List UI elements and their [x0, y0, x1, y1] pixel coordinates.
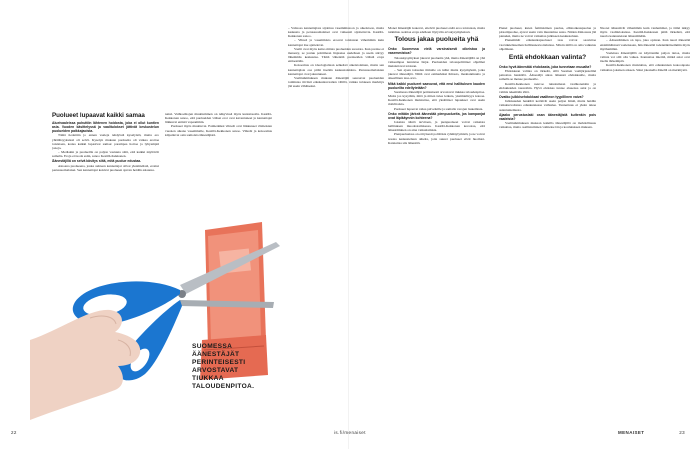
paragraph: Nuoret äänestävät vähemmän kuin vanhemmat, ja tämä näkyy myös vaalituloksissa. Kestilä-Kekkonen pitää tärkeänä, että nuoria kannustetaan äänestämään. — [600, 26, 690, 39]
subheading: Tolous jakaa puolueita yhä — [394, 36, 479, 44]
paragraph: Talouskysymykset jakavat puolueita yhä, mutta äänestäjillä on yhä vaikeampaa tunnistaa linjat. Puolueiden talouspoliittiset ohjelmat muistuttavat toisiaan. — [388, 55, 485, 68]
paragraph: – Äänestäminen on tapa, joka opitaan. Kun nuori äänestää ensimmäisissä vaaleissaan, hän äänestää todennäköisemmin myös myöhemmin. — [600, 38, 690, 51]
paragraph: Kestilä-Kekkonen neuvoo tutustumaan vaalikoneisiin ja ehdokkaiden taustoihin. Hyvä ehdokas tuntee alueensa asiat ja on valmis tekemään töitä. — [499, 81, 596, 94]
page-number-right: 23 — [679, 430, 685, 435]
article-heading-main: Puolueet lupaavat kaikki samaa — [52, 112, 145, 119]
pull-quote-line: SUOMESSA — [192, 343, 233, 350]
paragraph: Vaalitutkimuksen mukaan kaikilla äänestäjillä on mahdollisuus vaikuttaa, mutta osallistuminen vaihtelee iän ja koulutuksen mukaan. — [499, 120, 596, 130]
interview-question: Ajaako perustuslaki osan äänestäjistä kuitenkin pois vaaleista? — [499, 112, 596, 121]
paragraph: – Valtaosa kannattajista sijoittuu vasemmistoon ja oikeistoon, mutta keskusta ja perussuomalaiset ovat vaikeasti sijoitettavia. Kestilä-Kekkonen sanoo. — [288, 26, 384, 39]
interview-question: Onko mitään järkeä äänestää pienpuolueita, jos kampanjat ovat läpikäynnin kohteena? — [388, 111, 485, 120]
pull-quote — [192, 343, 287, 391]
paragraph: Tämä tiedettiin jo ennen vaaleja tehdyistä kyselyistä, mutta ero yhtäläisyyksissä oli selvä. Kyselyn mukaan puolueita oli vaikea erottaa toisistaan, koska kaikki lupasivat samaa: parempaa hoitoa ja lyhyempiä jonoja. — [52, 133, 159, 150]
interview-question: Äänestäjillä on selvä käsitys siitä, mitä puolue edustaa. — [52, 159, 142, 164]
paragraph: naisä. Vaihtoehtojen muuttuminen on näkyvissä myös kuntatasolla. Kestilä-Kekkonen sanoo, että puolueiden väliset erot ovat kaventuneet ja kannattajat liikkuvat entistä vapaammin. — [165, 112, 272, 125]
article-column-3 — [288, 26, 384, 422]
paragraph: Suomessa äänestäjät perinteisesti arvostavat tiukkaa taloudenpitoa. Mutta jos kysytään, mitä ja miten tulee leikata, yksimielisyys katoaa. Kestilä-Kekkonen muistuttaa, että yksittäiset lupaukset ovat usein ristiriitaisia. — [388, 89, 485, 107]
paragraph: Ainoana puolueena, jonka suhteen kannattajat olivat yksimielisiä, erottui perussuomalaiset. Sen kannattajat kokivat puolueen ajavan heidän asiaansa. — [52, 163, 159, 172]
interview-question: Ovatko julkkisehdokkaat vaaliteon tyypillinen vaiva? — [499, 95, 584, 100]
paragraph: Pienpuolueissa on erityisesti poliittista ryhmäytymistä, ja ne voivat nostaa keskusteluun aiheita, joita suuret puolueet eivät huomioi. Kannattaa siis äänestää. — [388, 132, 485, 145]
article-lead: Alueivaaleissa puhuttiin lähtenen hoidosta, joka ei ollut kuntien asia. Vuoden käsittelyssä ja vaalitulokset jättivät keskustelun puolueiden paikkajaoista. — [52, 121, 159, 134]
paragraph: Puolueet myös muuttuvat. Esimerkiksi vihreät ovat liikkuneet viimeisten vuosien aikana vasemmalle, Kestilä-Kekkonen sanoo. Vihreät ja kokoomus kilpailevat osin samoista äänestäjistä. — [165, 124, 272, 137]
pull-quote-line: ARVOSTAVAT — [192, 367, 239, 374]
pull-quote-line: TIUKKAA — [192, 375, 224, 382]
paragraph: – Sen ajaan talouden tiimalle on tullut muita kysymyksiä, jotka jakavat äänestäjiä. Näitä ovat esimerkiksi ilmasto, maahanmuutto ja alueellinen tasa-arvo. — [388, 68, 485, 81]
paragraph: Vaalitutkimuksen mukaan äänestäjät seuraavat puolueiden toimintaa tiiviisti eduskuntavaalien välillä, vaikka tuloksen merkitys jää usein vähäiseksi. — [288, 75, 384, 89]
paragraph: Julkisuuden henkilöt keräävät usein paljon ääniä, mutta heidän vaikutusvaltansa eduskunnassa vaihtelee. Tunnettuus ei yksin takaa asiantuntemusta. — [499, 99, 596, 112]
paragraph: Pienemmät eduskuntapuolueet taas voivat saavuttaa vaa'ankieliaseman hallitusneuvotteluissa. Silloin niillä on oma vaikutus ohjelmaan. — [499, 38, 596, 51]
paragraph: Vaaleissa äänestäjällä on käytössään paljon tietoa, mutta valinta voi silti olla vaikea. Kannattaa miettiä, mitkä asiat ovat itselle tärkeimpiä. — [600, 50, 690, 64]
paragraph: Ehdokkaan valinta on tärkeää, sillä Suomen vaalijärjestelmä painottaa henkilöä. Äänestäjä antaa äänensä ehdokkaalle, mutta samalla se menee puolueelle. — [499, 69, 596, 82]
pull-quote-line: ÄÄNESTÄJÄT — [192, 351, 240, 358]
paragraph: – Mediakin ja puolueilla on paljon vastuuta siitä, että kaikki näyttävät samalta. Eroja ei tuoda esiin, sanoo Kestilä-Kekkonen. — [52, 150, 159, 159]
article-column-4 — [388, 26, 485, 422]
footer-section-name: MENAISET — [618, 430, 645, 435]
pull-quote-line: PERINTEISESTI — [192, 359, 246, 366]
paragraph: Puolueet lupaavat rahaa palveluille ja samalla verojen laskemista. — [394, 106, 484, 111]
pull-quote-line: TALOUDENPITOA. — [192, 383, 255, 390]
paragraph: Kokoomus on ideologialtaan selkeästi oikeistolainen, mutta sen kannattajista osa pitää itseään keskustalaisina. Perussuomalaisten kannattajat ovat jakautuneet. — [288, 63, 384, 76]
paragraph: Monet äänestäjät kokevat, etteivät puolueet enää eroa toisistaan, mutta tutkimus osoittaa eroja edelleen löytyvän arvokysymyksissä. — [388, 26, 485, 35]
article-column-6 — [600, 26, 690, 422]
footer-url: is.fi/menaiset — [334, 430, 366, 435]
subheading: Entä ehdokkaan valinta? — [508, 53, 587, 61]
scissors-banknote-illustration — [30, 190, 285, 435]
page-number-left: 22 — [11, 430, 17, 435]
paragraph: Kestilä-Kekkonen muistuttaa, että eduskunnan kokoonpano vaikuttaa jokaisen arkeen. Siksi jokaisella äänellä on merkitystä. — [600, 63, 690, 72]
article-column-5 — [499, 26, 596, 422]
interview-question: Onko hyvä äänestää ehdokasta, joka tunnetaan muualta? — [499, 64, 592, 69]
paragraph: Vaalit ovat myös keino mitata puolueiden suosiota. Kun puolue ei menesty, se joutuu pohtimaan linjaansa uudelleen ja usein siirtyy lähemmäs keskustaa. Tämä vähentää puolueiden välisiä eroja entisestään. — [288, 46, 384, 64]
paragraph: – Vihreä ja vasemmisto eroavat toisistaan vähemmän kuin kannattajat itse ajattelevat. — [288, 38, 384, 47]
interview-question: Mikä kaikki puolueet saavuvat, että ensi hallituksen kauden puolueilta edellytetään? — [388, 81, 485, 90]
paragraph: Pienet puolueet, kuten feministinen puolue, eläinoikeuspuolue ja piraattipuolue, ajavat usein vain muutamaa asiaa. Niiden ääniosuus jää pieneksi, mutta ne voivat vaikuttaa julkiseen keskusteluun. — [499, 26, 596, 39]
paragraph: Jokaista ääntä tarvitaan, ja pienpuolueet voivat ratkaista hallituksen muodostamisessa. Kestilä-Kekkonen korostaa, että äänestäminen on aina vaikuttamista. — [388, 119, 485, 133]
hand-icon — [30, 310, 140, 420]
interview-question: Onko Suomessa vielä varsinaisesti oikeistoa ja vasemmistoa? — [388, 47, 485, 56]
